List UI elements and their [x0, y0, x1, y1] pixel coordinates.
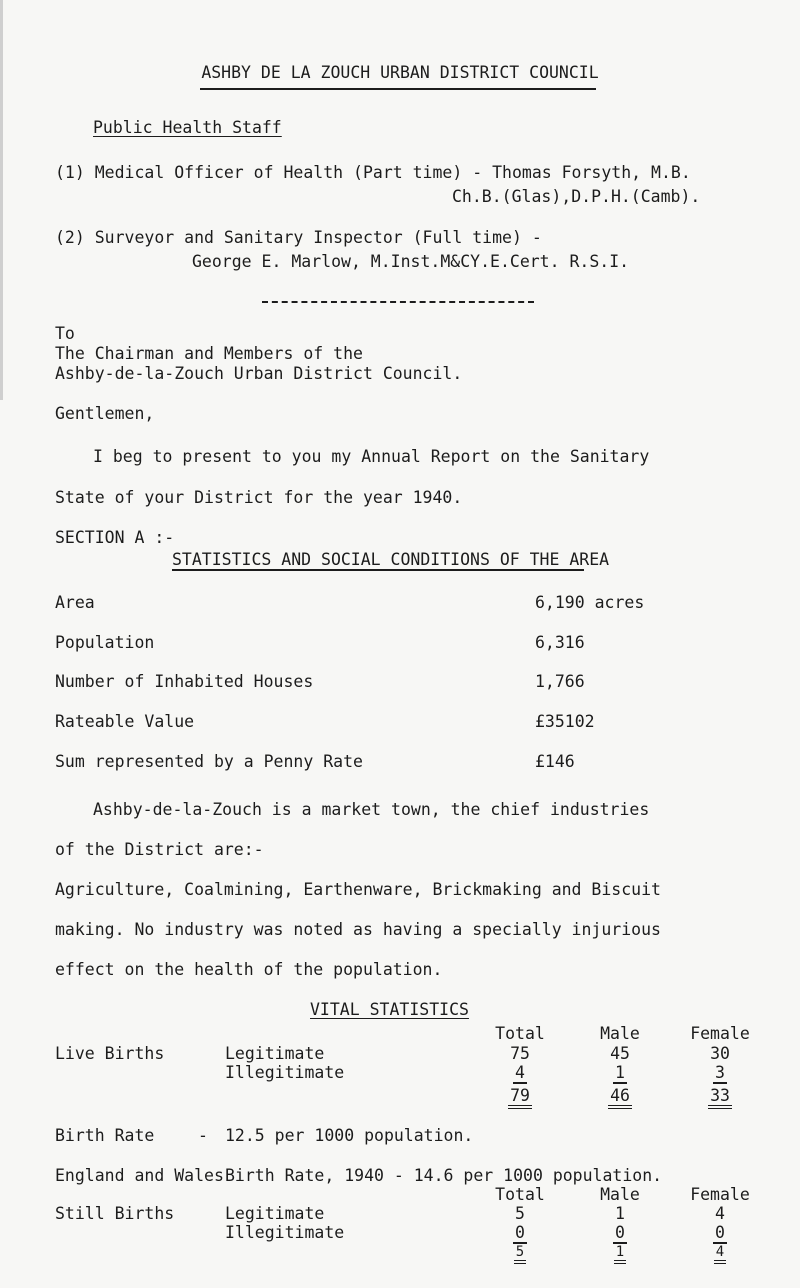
stat-value-population: 6,316	[535, 633, 585, 652]
live-illegit-total: 4	[515, 1063, 525, 1082]
still-illegit-female: 0	[715, 1223, 725, 1242]
still-sum-male: 1	[614, 1244, 626, 1264]
live-births-label: Live Births	[55, 1044, 165, 1063]
live-sum-female: 33	[708, 1086, 732, 1109]
section-title-underline	[172, 569, 584, 571]
still-births-label: Still Births	[55, 1204, 175, 1223]
stat-label-rateable-value: Rateable Value	[55, 712, 195, 731]
staff-item-2: (2) Surveyor and Sanitary Inspector (Full time) -	[55, 228, 542, 247]
staff-item-1-qualifications: Ch.B.(Glas),D.P.H.(Camb).	[452, 187, 701, 206]
still-col-header-female: Female	[690, 1185, 750, 1204]
still-col-header-male: Male	[600, 1185, 640, 1204]
stat-value-houses: 1,766	[535, 672, 585, 691]
staff-item-1: (1) Medical Officer of Health (Part time) - Thomas Forsyth, M.B.	[55, 163, 691, 182]
still-illegit-total: 0	[515, 1223, 525, 1242]
col-header-total: Total	[495, 1024, 545, 1043]
live-legit-female: 30	[710, 1044, 730, 1063]
still-illegitimate-label: Illegitimate	[225, 1223, 345, 1242]
col-header-female: Female	[690, 1024, 750, 1043]
live-illegitimate-label: Illegitimate	[225, 1063, 345, 1082]
live-legitimate-label: Legitimate	[225, 1044, 325, 1063]
industries-line-1: Ashby-de-la-Zouch is a market town, the chief industries	[93, 800, 650, 819]
still-legit-female: 4	[715, 1204, 725, 1223]
ew-birth-rate: Birth Rate, 1940 - 14.6 per 1000 population.	[225, 1166, 663, 1185]
industries-line-2: of the District are:-	[55, 840, 264, 859]
industries-line-5: effect on the health of the population.	[55, 960, 443, 979]
stat-value-area: 6,190 acres	[535, 593, 645, 612]
industries-line-4: making. No industry was noted as having a specially injurious	[55, 920, 661, 939]
letter-body-2: State of your District for the year 1940.	[55, 488, 463, 507]
still-legitimate-label: Legitimate	[225, 1204, 325, 1223]
still-legit-male: 1	[615, 1204, 625, 1223]
stat-label-penny-rate: Sum represented by a Penny Rate	[55, 752, 363, 771]
birth-rate-value: 12.5 per 1000 population.	[225, 1126, 474, 1145]
still-sum-female: 4	[714, 1244, 726, 1264]
section-label: SECTION A :-	[55, 528, 175, 547]
stat-label-population: Population	[55, 633, 155, 652]
separator-dashes	[262, 301, 534, 303]
letter-addressee-2: Ashby-de-la-Zouch Urban District Council.	[55, 364, 463, 383]
ew-label: England and Wales	[55, 1166, 224, 1185]
vital-statistics-title: VITAL STATISTICS	[310, 1000, 469, 1019]
live-illegit-male: 1	[615, 1063, 625, 1082]
still-sum-total: 5	[514, 1244, 526, 1264]
live-legit-male: 45	[610, 1044, 630, 1063]
stat-value-penny-rate: £146	[535, 752, 575, 771]
still-illegit-male: 0	[615, 1223, 625, 1242]
staff-item-2-name: George E. Marlow, M.Inst.M&CY.E.Cert. R.S.I.	[192, 252, 630, 271]
birth-rate-dash: -	[198, 1126, 208, 1145]
title-underline	[200, 88, 596, 90]
col-header-male: Male	[600, 1024, 640, 1043]
section-title: STATISTICS AND SOCIAL CONDITIONS OF THE AREA	[172, 550, 610, 569]
stat-value-rateable-value: £35102	[535, 712, 595, 731]
letter-body-1: I beg to present to you my Annual Report on the Sanitary	[93, 447, 650, 466]
still-col-header-total: Total	[495, 1185, 545, 1204]
stat-label-houses: Number of Inhabited Houses	[55, 672, 314, 691]
page-edge-shadow	[0, 0, 3, 400]
industries-line-3: Agriculture, Coalmining, Earthenware, Brickmaking and Biscuit	[55, 880, 661, 899]
letter-addressee-1: The Chairman and Members of the	[55, 344, 363, 363]
letter-to: To	[55, 324, 75, 343]
live-legit-total: 75	[510, 1044, 530, 1063]
staff-heading: Public Health Staff	[93, 118, 282, 137]
still-legit-total: 5	[515, 1204, 525, 1223]
document-title: ASHBY DE LA ZOUCH URBAN DISTRICT COUNCIL	[201, 63, 599, 82]
birth-rate-label: Birth Rate	[55, 1126, 155, 1145]
live-illegit-female: 3	[715, 1063, 725, 1082]
live-sum-male: 46	[608, 1086, 632, 1109]
letter-salutation: Gentlemen,	[55, 404, 155, 423]
live-sum-total: 79	[508, 1086, 532, 1109]
stat-label-area: Area	[55, 593, 95, 612]
